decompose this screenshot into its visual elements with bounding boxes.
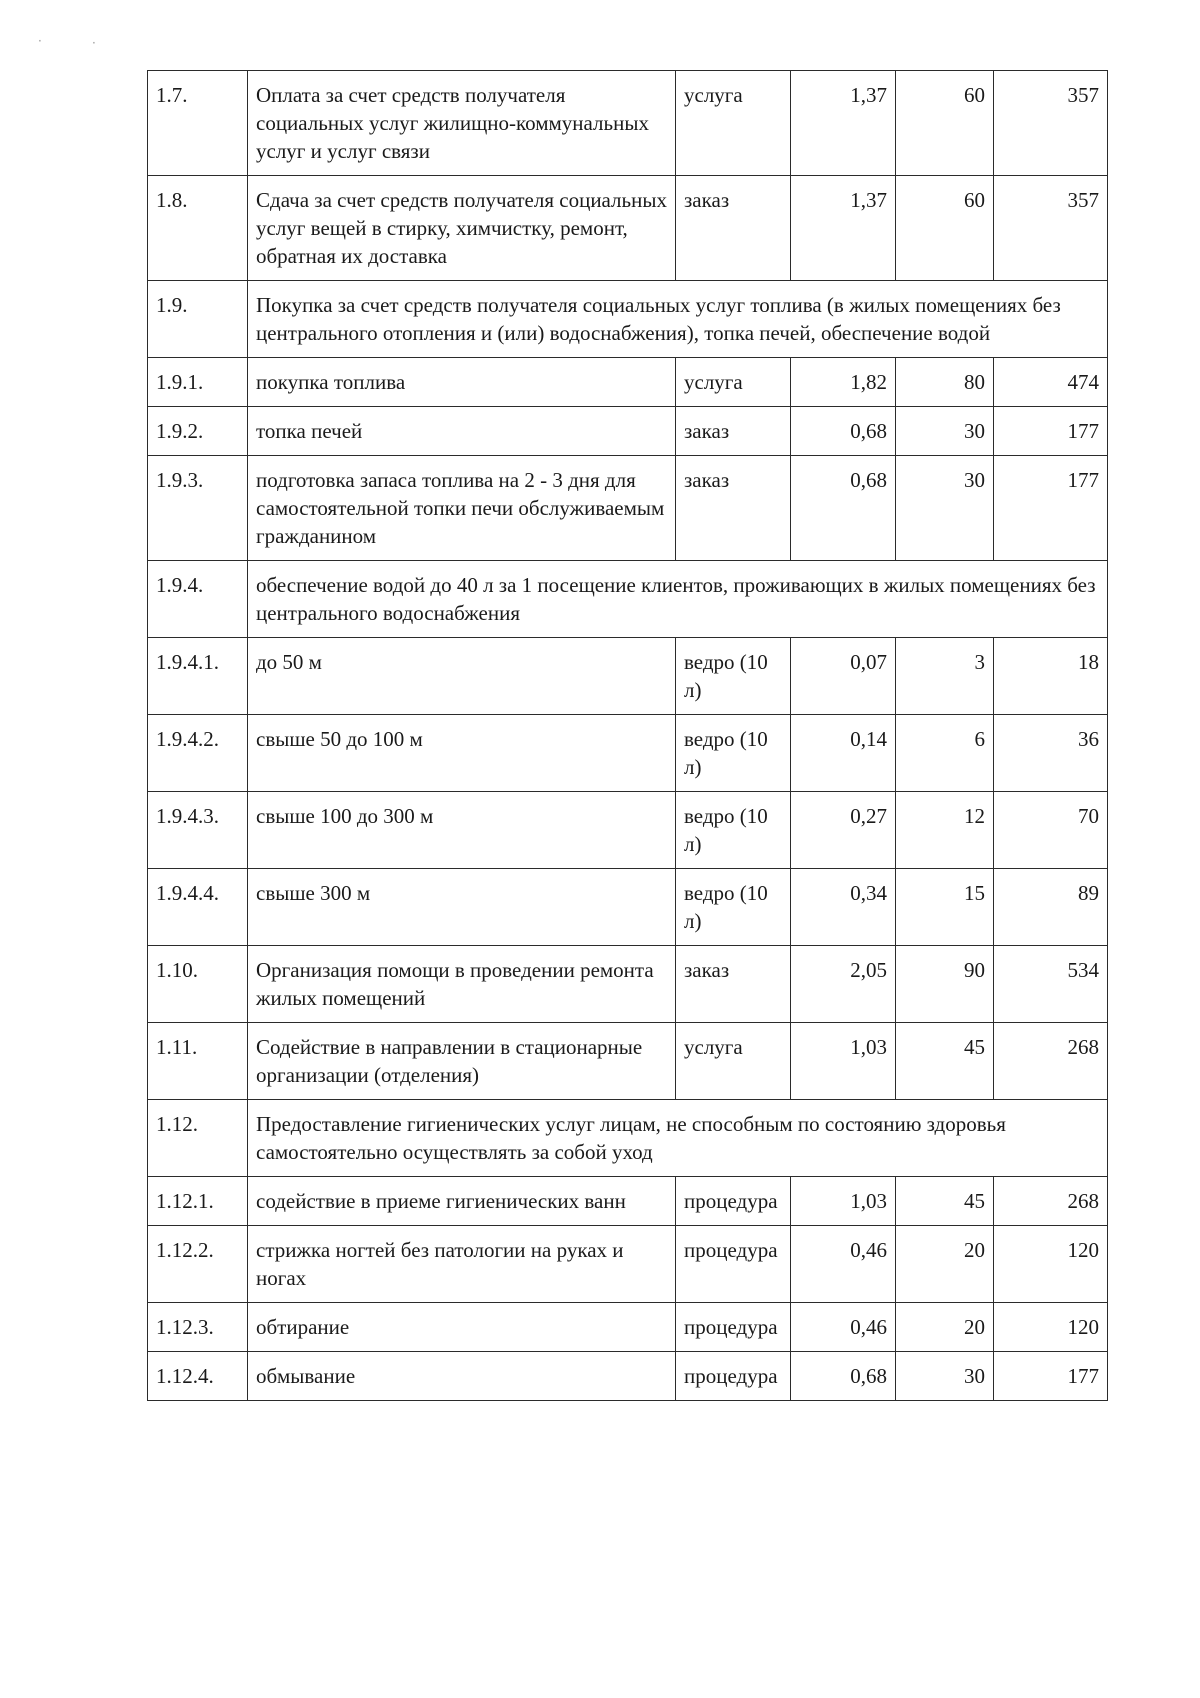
value-cell-1: 1,37	[791, 71, 896, 176]
value-cell-3: 89	[994, 869, 1108, 946]
item-number-cell: 1.9.4.2.	[148, 715, 248, 792]
scan-speck: ·	[38, 34, 42, 48]
item-number-cell: 1.12.4.	[148, 1352, 248, 1401]
section-title-cell: обеспечение водой до 40 л за 1 посещение клиентов, проживающих в жилых помещениях без центрального водоснабжения	[248, 561, 1108, 638]
table-row	[148, 1177, 1108, 1226]
service-name-cell: содействие в приеме гигиенических ванн	[248, 1177, 676, 1226]
table-row-section	[148, 561, 1108, 638]
value-cell-2: 60	[896, 71, 994, 176]
unit-cell: заказ	[676, 176, 791, 281]
table-row	[148, 869, 1108, 946]
tariff-table-body	[148, 71, 1108, 1401]
table-row-section	[148, 1100, 1108, 1177]
item-number-cell: 1.9.1.	[148, 358, 248, 407]
unit-cell: услуга	[676, 358, 791, 407]
service-name-cell: до 50 м	[248, 638, 676, 715]
unit-cell: ведро (10 л)	[676, 792, 791, 869]
table-row	[148, 456, 1108, 561]
service-name-cell: свыше 100 до 300 м	[248, 792, 676, 869]
value-cell-1: 1,03	[791, 1023, 896, 1100]
item-number-cell: 1.12.	[148, 1100, 248, 1177]
value-cell-1: 2,05	[791, 946, 896, 1023]
value-cell-3: 36	[994, 715, 1108, 792]
scan-speck: ·	[92, 36, 96, 50]
value-cell-1: 0,68	[791, 407, 896, 456]
value-cell-1: 0,14	[791, 715, 896, 792]
item-number-cell: 1.8.	[148, 176, 248, 281]
service-name-cell: Сдача за счет средств получателя социальных услуг вещей в стирку, химчистку, ремонт, обратная их доставка	[248, 176, 676, 281]
value-cell-2: 90	[896, 946, 994, 1023]
table-row	[148, 1303, 1108, 1352]
value-cell-1: 0,07	[791, 638, 896, 715]
value-cell-1: 1,03	[791, 1177, 896, 1226]
value-cell-3: 474	[994, 358, 1108, 407]
unit-cell: ведро (10 л)	[676, 715, 791, 792]
table-row	[148, 715, 1108, 792]
item-number-cell: 1.11.	[148, 1023, 248, 1100]
value-cell-1: 1,37	[791, 176, 896, 281]
service-name-cell: подготовка запаса топлива на 2 - 3 дня для самостоятельной топки печи обслуживаемым гражданином	[248, 456, 676, 561]
unit-cell: заказ	[676, 456, 791, 561]
section-title-cell: Покупка за счет средств получателя социальных услуг топлива (в жилых помещениях без центрального отопления и (или) водоснабжения), топка печей, обеспечение водой	[248, 281, 1108, 358]
service-name-cell: топка печей	[248, 407, 676, 456]
value-cell-1: 0,27	[791, 792, 896, 869]
document-page	[147, 70, 1107, 1401]
value-cell-3: 120	[994, 1226, 1108, 1303]
table-row	[148, 407, 1108, 456]
service-name-cell: стрижка ногтей без патологии на руках и ногах	[248, 1226, 676, 1303]
service-name-cell: Оплата за счет средств получателя социальных услуг жилищно-коммунальных услуг и услуг связи	[248, 71, 676, 176]
item-number-cell: 1.9.4.4.	[148, 869, 248, 946]
table-row-section	[148, 281, 1108, 358]
item-number-cell: 1.9.4.3.	[148, 792, 248, 869]
value-cell-2: 80	[896, 358, 994, 407]
value-cell-3: 357	[994, 176, 1108, 281]
unit-cell: процедура	[676, 1303, 791, 1352]
value-cell-2: 30	[896, 1352, 994, 1401]
value-cell-1: 0,68	[791, 456, 896, 561]
unit-cell: процедура	[676, 1177, 791, 1226]
value-cell-2: 45	[896, 1023, 994, 1100]
table-row	[148, 358, 1108, 407]
item-number-cell: 1.9.4.1.	[148, 638, 248, 715]
value-cell-3: 177	[994, 456, 1108, 561]
value-cell-3: 177	[994, 1352, 1108, 1401]
service-name-cell: свыше 50 до 100 м	[248, 715, 676, 792]
value-cell-1: 1,82	[791, 358, 896, 407]
value-cell-2: 30	[896, 407, 994, 456]
value-cell-3: 357	[994, 71, 1108, 176]
item-number-cell: 1.10.	[148, 946, 248, 1023]
value-cell-2: 12	[896, 792, 994, 869]
service-name-cell: покупка топлива	[248, 358, 676, 407]
value-cell-2: 15	[896, 869, 994, 946]
value-cell-3: 70	[994, 792, 1108, 869]
item-number-cell: 1.12.3.	[148, 1303, 248, 1352]
table-row	[148, 946, 1108, 1023]
table-row	[148, 638, 1108, 715]
service-name-cell: обтирание	[248, 1303, 676, 1352]
item-number-cell: 1.9.4.	[148, 561, 248, 638]
unit-cell: процедура	[676, 1226, 791, 1303]
service-name-cell: свыше 300 м	[248, 869, 676, 946]
item-number-cell: 1.12.1.	[148, 1177, 248, 1226]
item-number-cell: 1.9.	[148, 281, 248, 358]
value-cell-1: 0,34	[791, 869, 896, 946]
value-cell-3: 177	[994, 407, 1108, 456]
table-row	[148, 792, 1108, 869]
table-row	[148, 1352, 1108, 1401]
unit-cell: заказ	[676, 407, 791, 456]
service-name-cell: Содействие в направлении в стационарные организации (отделения)	[248, 1023, 676, 1100]
unit-cell: заказ	[676, 946, 791, 1023]
value-cell-2: 20	[896, 1303, 994, 1352]
item-number-cell: 1.9.2.	[148, 407, 248, 456]
value-cell-1: 0,46	[791, 1303, 896, 1352]
value-cell-3: 120	[994, 1303, 1108, 1352]
unit-cell: ведро (10 л)	[676, 869, 791, 946]
table-row	[148, 1226, 1108, 1303]
table-row	[148, 71, 1108, 176]
unit-cell: процедура	[676, 1352, 791, 1401]
value-cell-2: 6	[896, 715, 994, 792]
value-cell-2: 20	[896, 1226, 994, 1303]
value-cell-1: 0,46	[791, 1226, 896, 1303]
item-number-cell: 1.12.2.	[148, 1226, 248, 1303]
value-cell-2: 60	[896, 176, 994, 281]
item-number-cell: 1.7.	[148, 71, 248, 176]
value-cell-3: 18	[994, 638, 1108, 715]
value-cell-3: 534	[994, 946, 1108, 1023]
value-cell-2: 45	[896, 1177, 994, 1226]
value-cell-2: 30	[896, 456, 994, 561]
tariff-table	[147, 70, 1108, 1401]
value-cell-2: 3	[896, 638, 994, 715]
value-cell-1: 0,68	[791, 1352, 896, 1401]
unit-cell: услуга	[676, 71, 791, 176]
section-title-cell: Предоставление гигиенических услуг лицам, не способным по состоянию здоровья самостоятельно осуществлять за собой уход	[248, 1100, 1108, 1177]
unit-cell: услуга	[676, 1023, 791, 1100]
table-row	[148, 1023, 1108, 1100]
unit-cell: ведро (10 л)	[676, 638, 791, 715]
table-row	[148, 176, 1108, 281]
value-cell-3: 268	[994, 1023, 1108, 1100]
item-number-cell: 1.9.3.	[148, 456, 248, 561]
value-cell-3: 268	[994, 1177, 1108, 1226]
service-name-cell: обмывание	[248, 1352, 676, 1401]
service-name-cell: Организация помощи в проведении ремонта жилых помещений	[248, 946, 676, 1023]
